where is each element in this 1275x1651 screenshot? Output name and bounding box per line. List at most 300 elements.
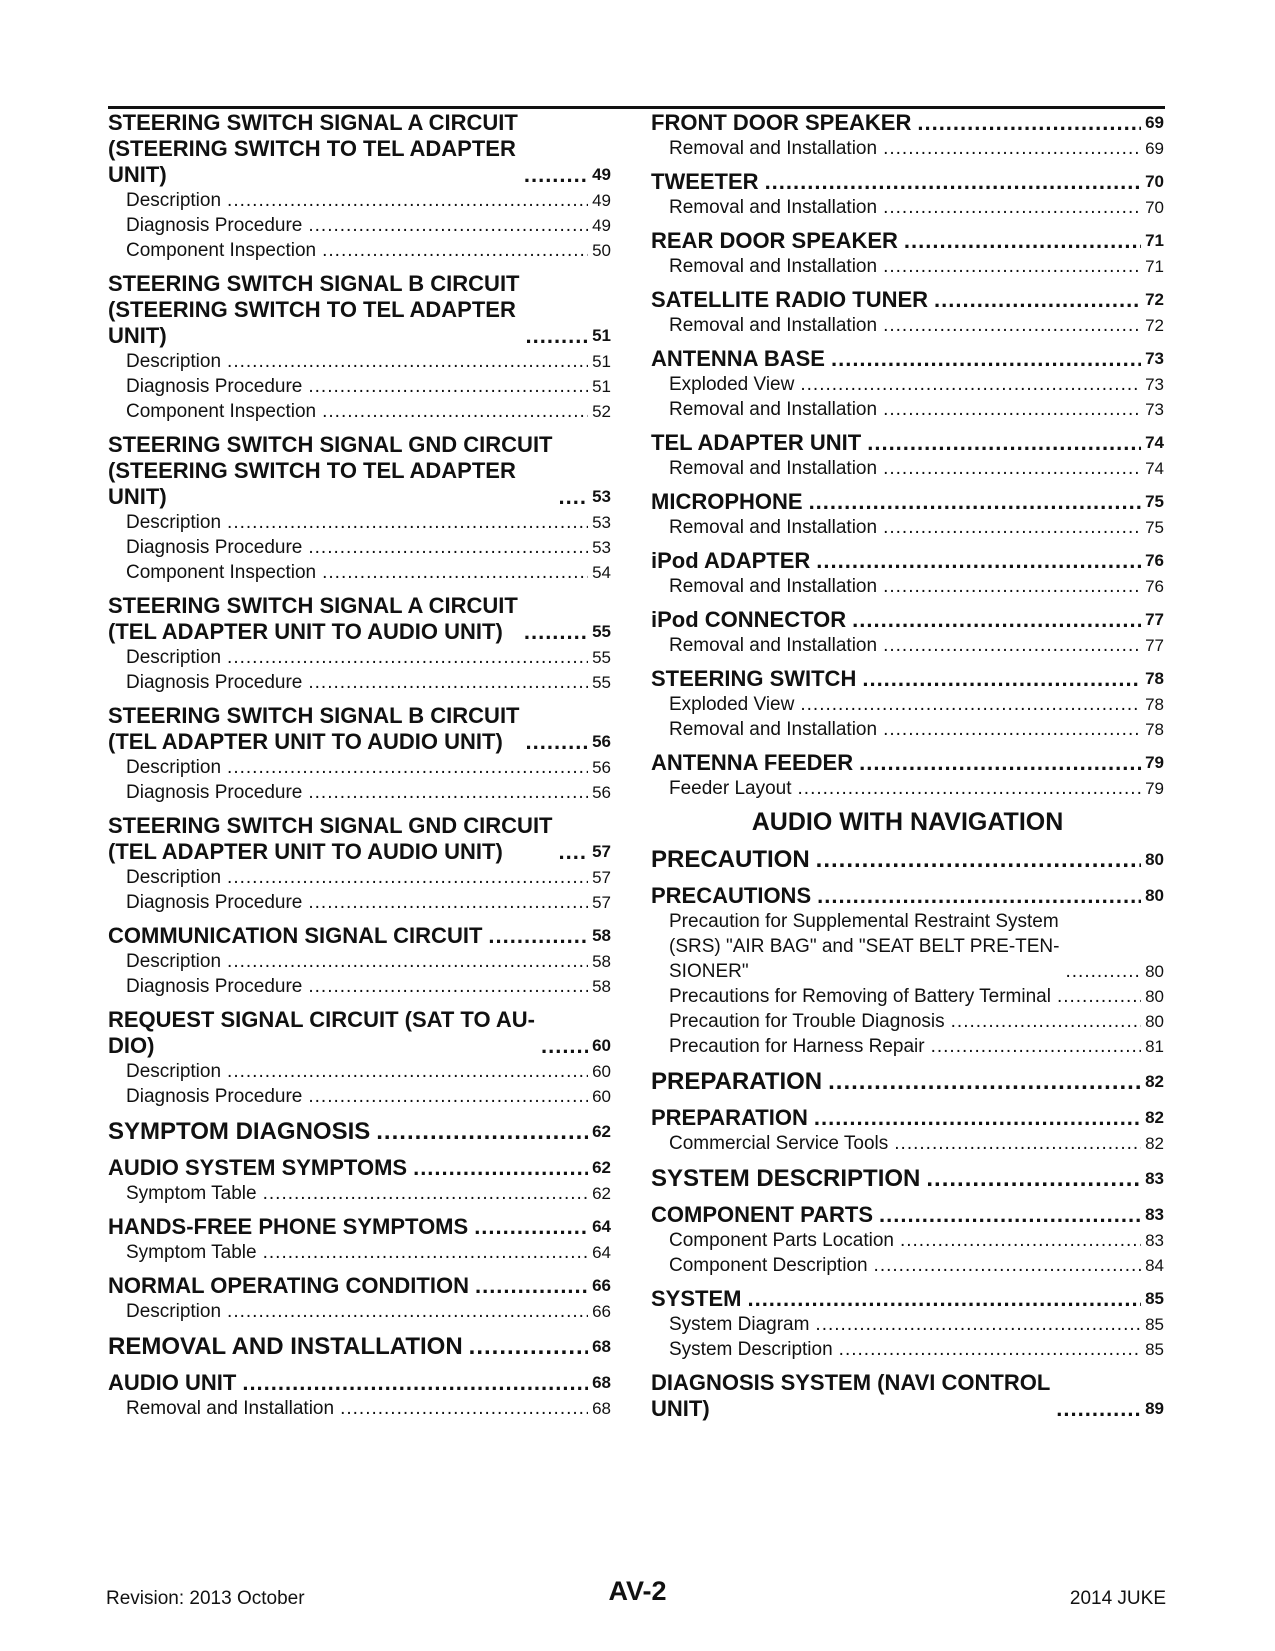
toc-heading[interactable] bbox=[108, 813, 611, 865]
toc-entry-label: Exploded View bbox=[669, 694, 795, 715]
toc-heading-page: 85 bbox=[1145, 1289, 1164, 1308]
toc-heading[interactable] bbox=[651, 883, 1164, 909]
toc-entry-label: Precaution for Harness Repair bbox=[669, 1036, 925, 1057]
toc-section bbox=[108, 1214, 611, 1265]
toc-section bbox=[108, 1117, 611, 1147]
toc-entry-page: 85 bbox=[1145, 1340, 1164, 1359]
toc-heading-page: 74 bbox=[1145, 433, 1164, 452]
toc-heading[interactable] bbox=[651, 228, 1164, 254]
toc-entry-page: 64 bbox=[592, 1243, 611, 1262]
dot-leader bbox=[376, 1117, 588, 1147]
dot-leader bbox=[227, 645, 588, 670]
toc-entry[interactable] bbox=[108, 670, 611, 695]
toc-entry[interactable] bbox=[651, 515, 1164, 540]
dot-leader bbox=[469, 1332, 588, 1362]
toc-heading-page: 56 bbox=[592, 732, 611, 751]
part-heading: AUDIO WITH NAVIGATION bbox=[751, 808, 1064, 836]
dot-leader bbox=[883, 313, 1141, 338]
dot-leader bbox=[308, 535, 588, 560]
toc-section bbox=[651, 666, 1164, 742]
toc-section bbox=[108, 1273, 611, 1324]
toc-entry[interactable] bbox=[108, 560, 611, 585]
toc-entry-label: Diagnosis Procedure bbox=[126, 892, 303, 913]
toc-heading-title: iPod ADAPTER bbox=[651, 548, 811, 573]
toc-entry-label: Removal and Installation bbox=[669, 517, 878, 538]
toc-heading[interactable] bbox=[651, 1105, 1164, 1131]
toc-entry-label: Removal and Installation bbox=[669, 719, 878, 740]
toc-entry[interactable] bbox=[651, 574, 1164, 599]
toc-heading-title: DIAGNOSIS SYSTEM (NAVI CONTROL UNIT) bbox=[651, 1370, 1051, 1421]
toc-entry-page: 83 bbox=[1145, 1231, 1164, 1250]
toc-entry-page: 56 bbox=[592, 758, 611, 777]
toc-entry-label: Removal and Installation bbox=[669, 315, 878, 336]
dot-leader bbox=[883, 456, 1141, 481]
dot-leader bbox=[475, 1273, 588, 1299]
toc-entry-label: Component Description bbox=[669, 1255, 868, 1276]
toc-heading-page: 72 bbox=[1145, 290, 1164, 309]
dot-leader bbox=[227, 1299, 588, 1324]
toc-heading[interactable] bbox=[108, 271, 611, 349]
toc-entry[interactable] bbox=[108, 755, 611, 780]
toc-heading-page: 83 bbox=[1145, 1169, 1164, 1188]
toc-entry[interactable] bbox=[108, 399, 611, 424]
toc-entry-page: 73 bbox=[1145, 375, 1164, 394]
toc-entry-label: Removal and Installation bbox=[669, 138, 878, 159]
dot-leader bbox=[526, 729, 589, 755]
toc-entry[interactable] bbox=[651, 195, 1164, 220]
toc-entry[interactable] bbox=[108, 890, 611, 915]
dot-leader bbox=[951, 1009, 1141, 1034]
toc-entry-page: 80 bbox=[1145, 962, 1164, 981]
dot-leader bbox=[340, 1396, 588, 1421]
toc-entry[interactable] bbox=[108, 374, 611, 399]
dot-leader bbox=[227, 510, 588, 535]
dot-leader bbox=[839, 1337, 1141, 1362]
toc-heading-page: 55 bbox=[592, 622, 611, 641]
toc-entry[interactable] bbox=[108, 1084, 611, 1109]
toc-heading[interactable] bbox=[651, 607, 1164, 633]
toc-heading-title: PRECAUTION bbox=[651, 846, 810, 873]
toc-heading[interactable] bbox=[108, 593, 611, 645]
toc-heading-title: STEERING SWITCH SIGNAL A CIRCUIT (TEL ADAPTER UNIT TO AUDIO UNIT) bbox=[108, 593, 518, 644]
toc-entry-page: 57 bbox=[592, 893, 611, 912]
toc-heading-title: PRECAUTIONS bbox=[651, 883, 812, 908]
toc-heading-page: 69 bbox=[1145, 113, 1164, 132]
toc-entry-page: 58 bbox=[592, 952, 611, 971]
toc-entry[interactable] bbox=[651, 1312, 1164, 1337]
toc-entry[interactable] bbox=[651, 136, 1164, 161]
dot-leader bbox=[308, 670, 588, 695]
toc-heading-page: 60 bbox=[592, 1036, 611, 1055]
toc-heading-page: 68 bbox=[592, 1373, 611, 1392]
toc-entry-label: System Description bbox=[669, 1339, 833, 1360]
toc-entry[interactable] bbox=[108, 1240, 611, 1265]
toc-entry-page: 71 bbox=[1145, 257, 1164, 276]
dot-leader bbox=[765, 169, 1142, 195]
toc-entry[interactable] bbox=[108, 510, 611, 535]
dot-leader bbox=[1065, 959, 1141, 984]
dot-leader bbox=[322, 560, 588, 585]
toc-heading[interactable] bbox=[108, 1214, 611, 1240]
toc-heading-page: 70 bbox=[1145, 172, 1164, 191]
toc-heading-title: STEERING SWITCH bbox=[651, 666, 857, 691]
toc-heading-title: COMMUNICATION SIGNAL CIRCUIT bbox=[108, 923, 483, 948]
toc-entry-page: 85 bbox=[1145, 1315, 1164, 1334]
toc-heading-title: TWEETER bbox=[651, 169, 759, 194]
toc-heading-page: 83 bbox=[1145, 1205, 1164, 1224]
toc-heading-title: STEERING SWITCH SIGNAL GND CIRCUIT (STEERING SWITCH TO TEL ADAPTER UNIT) bbox=[108, 432, 553, 509]
toc-heading[interactable] bbox=[651, 1286, 1164, 1312]
dot-leader bbox=[263, 1181, 588, 1206]
toc-entry[interactable] bbox=[651, 717, 1164, 742]
dot-leader bbox=[227, 188, 588, 213]
toc-entry-page: 53 bbox=[592, 538, 611, 557]
toc-entry[interactable] bbox=[651, 776, 1164, 801]
toc-entry-page: 50 bbox=[592, 241, 611, 260]
toc-entry-label: Description bbox=[126, 647, 222, 668]
dot-leader bbox=[817, 883, 1141, 909]
toc-heading-page: 62 bbox=[592, 1158, 611, 1177]
toc-heading-page: 82 bbox=[1145, 1108, 1164, 1127]
dot-leader bbox=[815, 1312, 1141, 1337]
dot-leader bbox=[831, 346, 1141, 372]
dot-leader bbox=[242, 1370, 588, 1396]
toc-entry-label: Removal and Installation bbox=[669, 399, 878, 420]
toc-entry-page: 60 bbox=[592, 1062, 611, 1081]
toc-entry-label: Diagnosis Procedure bbox=[126, 976, 303, 997]
toc-section bbox=[108, 923, 611, 999]
toc-entry[interactable] bbox=[108, 949, 611, 974]
dot-leader bbox=[488, 923, 588, 949]
toc-heading[interactable] bbox=[108, 1007, 611, 1059]
dot-leader bbox=[308, 780, 588, 805]
toc-heading-title: PREPARATION bbox=[651, 1068, 823, 1095]
dot-leader bbox=[800, 692, 1141, 717]
toc-heading[interactable] bbox=[651, 1164, 1164, 1194]
dot-leader bbox=[852, 607, 1141, 633]
toc-entry[interactable] bbox=[651, 1131, 1164, 1156]
dot-leader bbox=[798, 776, 1142, 801]
toc-section bbox=[651, 430, 1164, 481]
toc-entry-label: Removal and Installation bbox=[669, 197, 878, 218]
toc-entry-page: 78 bbox=[1145, 695, 1164, 714]
toc-entry[interactable] bbox=[108, 780, 611, 805]
dot-leader bbox=[308, 374, 588, 399]
dot-leader bbox=[862, 666, 1141, 692]
toc-entry-page: 82 bbox=[1145, 1134, 1164, 1153]
toc-entry[interactable] bbox=[108, 1396, 611, 1421]
toc-section bbox=[651, 845, 1164, 875]
toc-entry-label: Diagnosis Procedure bbox=[126, 215, 303, 236]
toc-heading[interactable] bbox=[108, 432, 611, 510]
dot-leader bbox=[474, 1214, 588, 1240]
toc-entry-label: Exploded View bbox=[669, 374, 795, 395]
toc-entry-label: Commercial Service Tools bbox=[669, 1133, 889, 1154]
toc-heading-title: MICROPHONE bbox=[651, 489, 803, 514]
toc-entry-page: 70 bbox=[1145, 198, 1164, 217]
dot-leader bbox=[559, 839, 589, 865]
toc-heading[interactable] bbox=[651, 1067, 1164, 1097]
toc-entry-label: System Diagram bbox=[669, 1314, 810, 1335]
toc-heading-title: HANDS-FREE PHONE SYMPTOMS bbox=[108, 1214, 469, 1239]
toc-entry-label: Removal and Installation bbox=[669, 635, 878, 656]
toc-heading-title: COMPONENT PARTS bbox=[651, 1202, 874, 1227]
toc-entry[interactable] bbox=[108, 349, 611, 374]
toc-entry-page: 49 bbox=[592, 191, 611, 210]
toc-heading[interactable] bbox=[651, 845, 1164, 875]
toc-entry-page: 72 bbox=[1145, 316, 1164, 335]
toc-heading[interactable] bbox=[651, 430, 1164, 456]
toc-heading[interactable] bbox=[108, 1332, 611, 1362]
top-rule bbox=[108, 106, 1165, 109]
toc-entry-page: 57 bbox=[592, 868, 611, 887]
toc-heading-title: STEERING SWITCH SIGNAL A CIRCUIT (STEERING SWITCH TO TEL ADAPTER UNIT) bbox=[108, 110, 518, 187]
toc-entry-page: 52 bbox=[592, 402, 611, 421]
toc-entry[interactable] bbox=[651, 313, 1164, 338]
toc-entry-label: Diagnosis Procedure bbox=[126, 537, 303, 558]
dot-leader bbox=[322, 399, 588, 424]
toc-heading-page: 49 bbox=[592, 165, 611, 184]
toc-heading[interactable] bbox=[651, 750, 1164, 776]
toc-section bbox=[651, 1202, 1164, 1278]
toc-heading-title: AUDIO UNIT bbox=[108, 1370, 237, 1395]
toc-entry-label: Diagnosis Procedure bbox=[126, 782, 303, 803]
toc-entry[interactable] bbox=[108, 645, 611, 670]
toc-entry-page: 56 bbox=[592, 783, 611, 802]
dot-leader bbox=[904, 228, 1141, 254]
toc-section bbox=[651, 228, 1164, 279]
toc-entry-label: Description bbox=[126, 1301, 222, 1322]
toc-section bbox=[651, 346, 1164, 422]
toc-heading-page: 62 bbox=[592, 1122, 611, 1141]
toc-heading[interactable] bbox=[108, 110, 611, 188]
toc-entry-page: 76 bbox=[1145, 577, 1164, 596]
toc-heading-title: STEERING SWITCH SIGNAL B CIRCUIT (TEL ADAPTER UNIT TO AUDIO UNIT) bbox=[108, 703, 520, 754]
toc-section bbox=[651, 1164, 1164, 1194]
toc-entry[interactable] bbox=[651, 692, 1164, 717]
toc-heading[interactable] bbox=[651, 287, 1164, 313]
toc-section bbox=[108, 813, 611, 915]
revision-label: Revision: 2013 October bbox=[106, 1588, 305, 1609]
toc-section bbox=[108, 1007, 611, 1109]
toc-section bbox=[651, 489, 1164, 540]
toc-section bbox=[108, 110, 611, 263]
toc-heading[interactable] bbox=[651, 489, 1164, 515]
dot-leader bbox=[828, 1067, 1141, 1097]
toc-heading-page: 89 bbox=[1145, 1399, 1164, 1418]
dot-leader bbox=[883, 136, 1141, 161]
toc-section bbox=[651, 1370, 1164, 1422]
toc-heading-title: STEERING SWITCH SIGNAL GND CIRCUIT (TEL ADAPTER UNIT TO AUDIO UNIT) bbox=[108, 813, 553, 864]
toc-entry[interactable] bbox=[108, 188, 611, 213]
toc-section bbox=[108, 1370, 611, 1421]
dot-leader bbox=[227, 865, 588, 890]
toc-section bbox=[651, 1067, 1164, 1097]
dot-leader bbox=[227, 349, 588, 374]
toc-entry[interactable] bbox=[651, 1337, 1164, 1362]
dot-leader bbox=[883, 515, 1141, 540]
toc-entry-label: Removal and Installation bbox=[669, 256, 878, 277]
toc-section bbox=[651, 750, 1164, 801]
toc-heading-page: 73 bbox=[1145, 349, 1164, 368]
dot-leader bbox=[859, 750, 1141, 776]
dot-leader bbox=[308, 213, 588, 238]
toc-entry[interactable] bbox=[651, 633, 1164, 658]
toc-entry-label: Component Parts Location bbox=[669, 1230, 894, 1251]
toc-section bbox=[651, 548, 1164, 599]
toc-entry[interactable] bbox=[651, 372, 1164, 397]
toc-entry-label: Description bbox=[126, 757, 222, 778]
toc-entry-page: 75 bbox=[1145, 518, 1164, 537]
model-label: 2014 JUKE bbox=[1069, 1588, 1166, 1609]
dot-leader bbox=[883, 397, 1141, 422]
dot-leader bbox=[263, 1240, 588, 1265]
toc-heading[interactable] bbox=[651, 110, 1164, 136]
toc-heading-title: STEERING SWITCH SIGNAL B CIRCUIT (STEERING SWITCH TO TEL ADAPTER UNIT) bbox=[108, 271, 520, 348]
toc-section bbox=[108, 271, 611, 424]
toc-entry[interactable] bbox=[108, 865, 611, 890]
toc-entry-page: 80 bbox=[1145, 1012, 1164, 1031]
toc-heading[interactable] bbox=[651, 1370, 1164, 1422]
toc-entry-page: 79 bbox=[1145, 779, 1164, 798]
toc-heading[interactable] bbox=[108, 1117, 611, 1147]
dot-leader bbox=[524, 162, 588, 188]
toc-heading-page: 77 bbox=[1145, 610, 1164, 629]
toc-heading-title: FRONT DOOR SPEAKER bbox=[651, 110, 912, 135]
toc-section bbox=[108, 703, 611, 805]
toc-section bbox=[651, 1286, 1164, 1362]
toc-entry[interactable] bbox=[108, 1299, 611, 1324]
toc-entry-page: 55 bbox=[592, 648, 611, 667]
toc-heading[interactable] bbox=[651, 346, 1164, 372]
toc-heading[interactable] bbox=[651, 548, 1164, 574]
toc-heading-page: 76 bbox=[1145, 551, 1164, 570]
toc-heading-title: SYMPTOM DIAGNOSIS bbox=[108, 1118, 371, 1145]
dot-leader bbox=[917, 110, 1141, 136]
dot-leader bbox=[308, 890, 588, 915]
toc-heading[interactable] bbox=[108, 1370, 611, 1396]
toc-heading-page: 66 bbox=[592, 1276, 611, 1295]
toc-heading-page: 71 bbox=[1145, 231, 1164, 250]
toc-heading[interactable] bbox=[108, 1155, 611, 1181]
dot-leader bbox=[526, 323, 589, 349]
toc-entry-page: 66 bbox=[592, 1302, 611, 1321]
toc-entry[interactable] bbox=[108, 238, 611, 263]
toc-entry-page: 58 bbox=[592, 977, 611, 996]
toc-heading-title: iPod CONNECTOR bbox=[651, 607, 847, 632]
toc-entry-label: Component Inspection bbox=[126, 240, 317, 261]
toc-section bbox=[651, 607, 1164, 658]
dot-leader bbox=[809, 489, 1142, 515]
toc-section bbox=[651, 110, 1164, 161]
toc-heading-title: SYSTEM DESCRIPTION bbox=[651, 1165, 921, 1192]
toc-heading-page: 64 bbox=[592, 1217, 611, 1236]
toc-heading[interactable] bbox=[651, 666, 1164, 692]
toc-entry-page: 51 bbox=[592, 352, 611, 371]
toc-entry-label: Description bbox=[126, 190, 222, 211]
toc-heading[interactable] bbox=[108, 703, 611, 755]
toc-entry[interactable] bbox=[651, 1253, 1164, 1278]
toc-heading-page: 68 bbox=[592, 1337, 611, 1356]
page-number: AV-2 bbox=[608, 1576, 667, 1606]
dot-leader bbox=[413, 1155, 588, 1181]
toc-entry[interactable] bbox=[651, 909, 1164, 984]
toc-heading[interactable] bbox=[651, 1202, 1164, 1228]
toc-entry-page: 77 bbox=[1145, 636, 1164, 655]
dot-leader bbox=[227, 755, 588, 780]
toc-heading[interactable] bbox=[108, 1273, 611, 1299]
dot-leader bbox=[894, 1131, 1141, 1156]
dot-leader bbox=[816, 548, 1141, 574]
toc-heading[interactable] bbox=[108, 923, 611, 949]
toc-heading-page: 78 bbox=[1145, 669, 1164, 688]
toc-heading-title: NORMAL OPERATING CONDITION bbox=[108, 1273, 469, 1298]
toc-heading-page: 58 bbox=[592, 926, 611, 945]
toc-heading-page: 53 bbox=[592, 487, 611, 506]
toc-entry-page: 54 bbox=[592, 563, 611, 582]
toc-heading-title: ANTENNA BASE bbox=[651, 346, 825, 371]
toc-section bbox=[651, 287, 1164, 338]
dot-leader bbox=[308, 974, 588, 999]
dot-leader bbox=[867, 430, 1141, 456]
dot-leader bbox=[883, 195, 1141, 220]
toc-entry-label: Removal and Installation bbox=[669, 458, 878, 479]
toc-entry-page: 69 bbox=[1145, 139, 1164, 158]
toc-entry-page: 74 bbox=[1145, 459, 1164, 478]
dot-leader bbox=[308, 1084, 588, 1109]
toc-entry-label: Description bbox=[126, 951, 222, 972]
toc-entry[interactable] bbox=[108, 1181, 611, 1206]
toc-entry[interactable] bbox=[108, 1059, 611, 1084]
toc-entry[interactable] bbox=[651, 984, 1164, 1009]
toc-entry[interactable] bbox=[651, 397, 1164, 422]
toc-heading-title: PREPARATION bbox=[651, 1105, 808, 1130]
toc-heading-title: TEL ADAPTER UNIT bbox=[651, 430, 862, 455]
toc-section bbox=[108, 432, 611, 585]
toc-entry[interactable] bbox=[108, 974, 611, 999]
toc-entry[interactable] bbox=[108, 213, 611, 238]
toc-entry-label: Removal and Installation bbox=[126, 1398, 335, 1419]
toc-entry-page: 62 bbox=[592, 1184, 611, 1203]
toc-entry[interactable] bbox=[108, 535, 611, 560]
toc-entry[interactable] bbox=[651, 1034, 1164, 1059]
toc-entry-page: 84 bbox=[1145, 1256, 1164, 1275]
dot-leader bbox=[800, 372, 1141, 397]
toc-heading-page: 82 bbox=[1145, 1072, 1164, 1091]
toc-entry-label: Diagnosis Procedure bbox=[126, 672, 303, 693]
toc-section bbox=[651, 1105, 1164, 1156]
dot-leader bbox=[559, 484, 589, 510]
toc-entry[interactable] bbox=[651, 254, 1164, 279]
toc-entry-page: 78 bbox=[1145, 720, 1164, 739]
toc-entry-page: 68 bbox=[592, 1399, 611, 1418]
toc-right-column bbox=[651, 110, 1164, 1430]
toc-heading-page: 80 bbox=[1145, 886, 1164, 905]
toc-heading-title: REMOVAL AND INSTALLATION bbox=[108, 1333, 463, 1360]
toc-entry-page: 53 bbox=[592, 513, 611, 532]
toc-section bbox=[108, 593, 611, 695]
toc-entry-label: Removal and Installation bbox=[669, 576, 878, 597]
toc-entry-label: Symptom Table bbox=[126, 1242, 257, 1263]
toc-entry[interactable] bbox=[651, 1009, 1164, 1034]
dot-leader bbox=[814, 1105, 1141, 1131]
toc-section bbox=[108, 1155, 611, 1206]
toc-entry-label: Description bbox=[126, 1061, 222, 1082]
toc-heading-title: ANTENNA FEEDER bbox=[651, 750, 854, 775]
toc-heading[interactable] bbox=[651, 169, 1164, 195]
toc-entry[interactable] bbox=[651, 456, 1164, 481]
toc-entry[interactable] bbox=[651, 1228, 1164, 1253]
